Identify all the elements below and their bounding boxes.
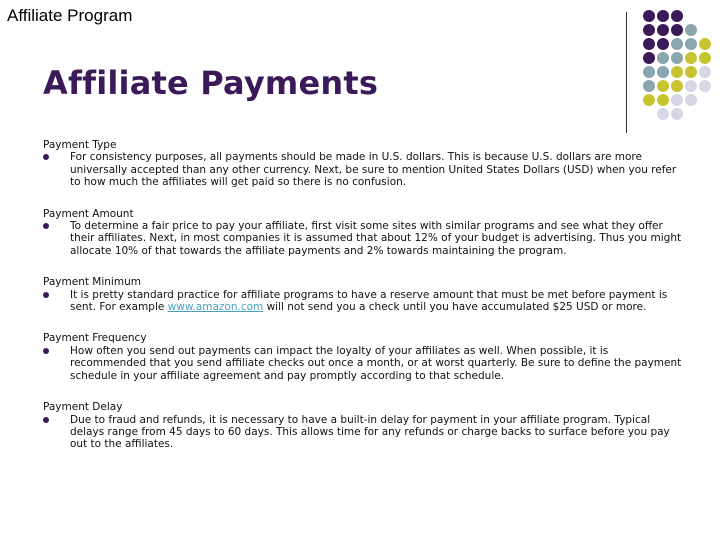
- decorative-dot: [657, 94, 669, 106]
- bullet-icon: [43, 154, 49, 160]
- decorative-dot: [643, 94, 655, 106]
- decorative-dot: [657, 38, 669, 50]
- decorative-dot: [657, 52, 669, 64]
- section-payment-delay: [43, 401, 683, 451]
- decorative-dot: [643, 38, 655, 50]
- decorative-dot: [685, 80, 697, 92]
- decorative-dot: [643, 66, 655, 78]
- bullet-text-before-link: It is pretty standard practice for affiliate programs to have a reserve amount that must be met before payment is sent. For example: [70, 288, 668, 314]
- bullet-item: [43, 289, 683, 314]
- bullet-item: [43, 414, 683, 451]
- bullet-text: Due to fraud and refunds, it is necessary to have a built-in delay for payment in your affiliate program. Typical delays range from 45 days to 60 days. This allows time for any refunds or charge backs to surface before you pay out to the affiliates.: [70, 413, 670, 451]
- section-payment-amount: [43, 208, 683, 258]
- decorative-dot: [671, 94, 683, 106]
- bullet-icon: [43, 292, 49, 298]
- decorative-dot: [671, 66, 683, 78]
- decorative-dot: [671, 52, 683, 64]
- bullet-item: [43, 151, 683, 188]
- bullet-text: To determine a fair price to pay your affiliate, first visit some sites with similar programs and see what they offer their affiliates. Next, in most companies it is assumed that about 12% of your budget is advertising. Thus you might allocate 10% of that towards the affiliate payments and 2% towards maintaining the program.: [70, 220, 682, 257]
- decorative-dot: [685, 38, 697, 50]
- decorative-dot: [671, 24, 683, 36]
- section-payment-type: [43, 139, 683, 189]
- decorative-dot: [643, 80, 655, 92]
- section-heading: Payment Minimum: [43, 276, 141, 289]
- decorative-dot: [657, 24, 669, 36]
- decorative-dot: [699, 66, 711, 78]
- bullet-item: [43, 220, 683, 257]
- decorative-dot: [643, 52, 655, 64]
- section-payment-minimum: [43, 276, 683, 313]
- decorative-dot: [671, 80, 683, 92]
- bullet-text: How often you send out payments can impact the loyalty of your affiliates as well. When possible, it is recommended that you send affiliate checks out once a month, or at worst quarterly. Be sure to define the payment schedule in your affiliate agreement and pay promptly according to that schedule.: [70, 344, 682, 382]
- decorative-dot: [671, 38, 683, 50]
- header-title: Affiliate Program: [7, 6, 133, 25]
- decorative-dot: [671, 108, 683, 120]
- section-heading: Payment Type: [43, 139, 117, 151]
- bullet-item: [43, 345, 683, 382]
- bullet-text: For consistency purposes, all payments should be made in U.S. dollars. This is because U.S. dollars are more universally accepted than any other currency. Next, be sure to mention United States Dollars (USD) when you refer to how much the affiliates will get paid so there is no confusion.: [70, 151, 677, 189]
- section-heading: Payment Delay: [43, 401, 123, 414]
- amazon-link[interactable]: www.amazon.com: [167, 301, 264, 314]
- decorative-dot: [699, 80, 711, 92]
- bullet-icon: [43, 223, 49, 229]
- bullet-icon: [43, 348, 49, 354]
- decorative-dot: [685, 52, 697, 64]
- decorative-dot: [643, 10, 655, 22]
- decorative-dot: [699, 52, 711, 64]
- decorative-dot: [699, 38, 711, 50]
- bullet-text: [70, 289, 667, 313]
- decorative-dot: [657, 10, 669, 22]
- section-payment-frequency: [43, 332, 683, 382]
- decorative-dot: [643, 24, 655, 36]
- decorative-divider: [626, 12, 627, 133]
- section-heading: Payment Frequency: [43, 332, 147, 345]
- decorative-dot: [685, 24, 697, 36]
- bullet-icon: [43, 417, 49, 423]
- decorative-dot: [685, 94, 697, 106]
- section-heading: Payment Amount: [43, 207, 134, 220]
- bullet-text-after-link: will not send you a check until you have accumulated $25 USD or more.: [263, 301, 647, 314]
- decorative-dot: [671, 10, 683, 22]
- payments-content: [43, 139, 683, 470]
- decorative-dot: [657, 80, 669, 92]
- decorative-dot: [657, 66, 669, 78]
- page-title: Affiliate Payments: [43, 64, 379, 102]
- decorative-dot: [657, 108, 669, 120]
- decorative-dot: [685, 66, 697, 78]
